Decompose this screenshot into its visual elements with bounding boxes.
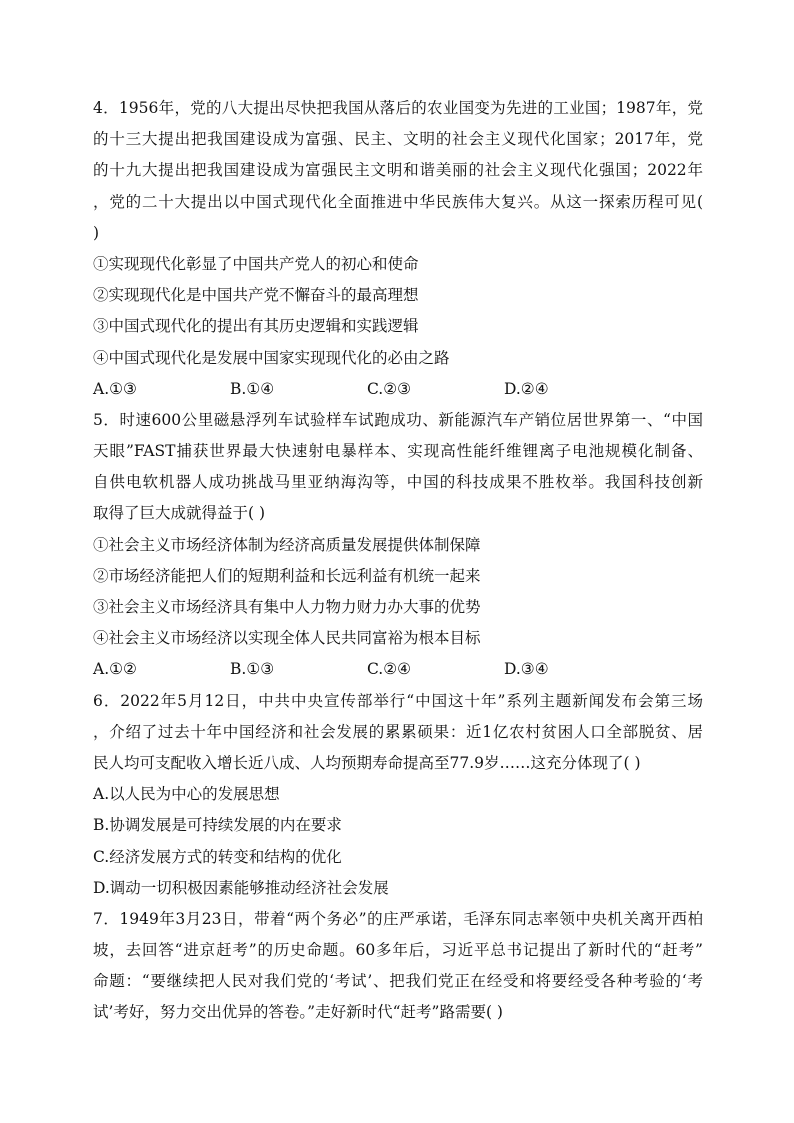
statement: ①实现现代化彰显了中国共产党人的初心和使命: [93, 254, 419, 273]
question-stem-line: ): [93, 223, 100, 242]
question-4: [93, 93, 703, 405]
question-6: [93, 686, 703, 904]
statement: ③社会主义市场经济具有集中人力物力财力办大事的优势: [93, 598, 481, 616]
question-stem-line: 4．1956年，党的八大提出尽快把我国从落后的农业国变为先进的工业国；1987年，党: [93, 99, 703, 117]
option-c[interactable]: C.经济发展方式的转变和结构的优化: [93, 847, 342, 866]
statement: ②实现现代化是中国共产党不懈奋斗的最高理想: [93, 286, 419, 305]
option-b[interactable]: B.①③: [230, 660, 275, 679]
question-stem-line: 取得了巨大成就得益于( ): [93, 504, 266, 523]
option-c[interactable]: C.②④: [367, 660, 412, 679]
option-a[interactable]: A.以人民为中心的发展思想: [93, 785, 280, 804]
statement: ④中国式现代化是发展中国家实现现代化的必由之路: [93, 348, 450, 367]
document-page: [93, 93, 703, 1029]
option-d[interactable]: D.调动一切积极因素能够推动经济社会发展: [93, 878, 389, 897]
question-stem-line: 试’考好，努力交出优异的答卷。”走好新时代“赶考”路需要( ): [93, 1003, 503, 1022]
option-a[interactable]: A.①②: [93, 660, 137, 679]
question-stem-line: 6．2022年5月12日，中共中央宣传部举行“中国这十年”系列主题新闻发布会第三场: [93, 691, 703, 710]
question-stem-line: ，介绍了过去十年中国经济和社会发展的累累硕果：近1亿农村贫困人口全部脱贫、居: [93, 722, 703, 741]
question-5: [93, 405, 703, 686]
question-stem-line: ，党的二十大提出以中国式现代化全面推进中华民族伟大复兴。从这一探索历程可见(: [93, 192, 703, 211]
statement: ②市场经济能把人们的短期利益和长远利益有机统一起来: [93, 566, 481, 585]
question-stem-line: 命题：“要继续把人民对我们党的‘考试’、把我们党正在经受和将要经受各种考验的‘考: [93, 972, 703, 991]
option-a[interactable]: A.①③: [93, 379, 137, 398]
option-d[interactable]: D.③④: [504, 660, 549, 679]
option-d[interactable]: D.②④: [504, 379, 549, 398]
answer-options: [93, 374, 703, 405]
question-stem-line: 7．1949年3月23日，带着“两个务必”的庄严承诺，毛泽东同志率领中央机关离开西柏: [93, 909, 703, 928]
question-stem-line: 5．时速600公里磁悬浮列车试验样车试跑成功、新能源汽车产销位居世界第一、“中国: [93, 410, 703, 429]
question-stem-line: 的十九大提出把我国建设成为富强民主文明和谐美丽的社会主义现代化强国；2022年: [93, 161, 703, 180]
question-stem-line: 坡，去回答“进京赶考”的历史命题。60多年后，习近平总书记提出了新时代的“赶考”: [93, 941, 703, 960]
statement: ④社会主义市场经济以实现全体人民共同富裕为根本目标: [93, 629, 481, 648]
question-stem-line: 天眼”FAST捕获世界最大快速射电暴样本、实现高性能纤维锂离子电池规模化制备、: [93, 442, 703, 461]
option-b[interactable]: B.①④: [230, 379, 275, 398]
question-stem-line: 的十三大提出把我国建设成为富强、民主、文明的社会主义现代化国家；2017年，党: [93, 130, 703, 149]
question-stem-line: 自供电软机器人成功挑战马里亚纳海沟等，中国的科技成果不胜枚举。我国科技创新: [93, 473, 703, 492]
answer-options: [93, 654, 703, 685]
statement: ③中国式现代化的提出有其历史逻辑和实践逻辑: [93, 317, 419, 336]
option-b[interactable]: B.协调发展是可持续发展的内在要求: [93, 816, 342, 835]
option-c[interactable]: C.②③: [367, 379, 412, 398]
question-7: [93, 904, 703, 1029]
question-stem-line: 民人均可支配收入增长近八成、人均预期寿命提高至77.9岁……这充分体现了( ): [93, 753, 641, 772]
statement: ①社会主义市场经济体制为经济高质量发展提供体制保障: [93, 535, 481, 554]
